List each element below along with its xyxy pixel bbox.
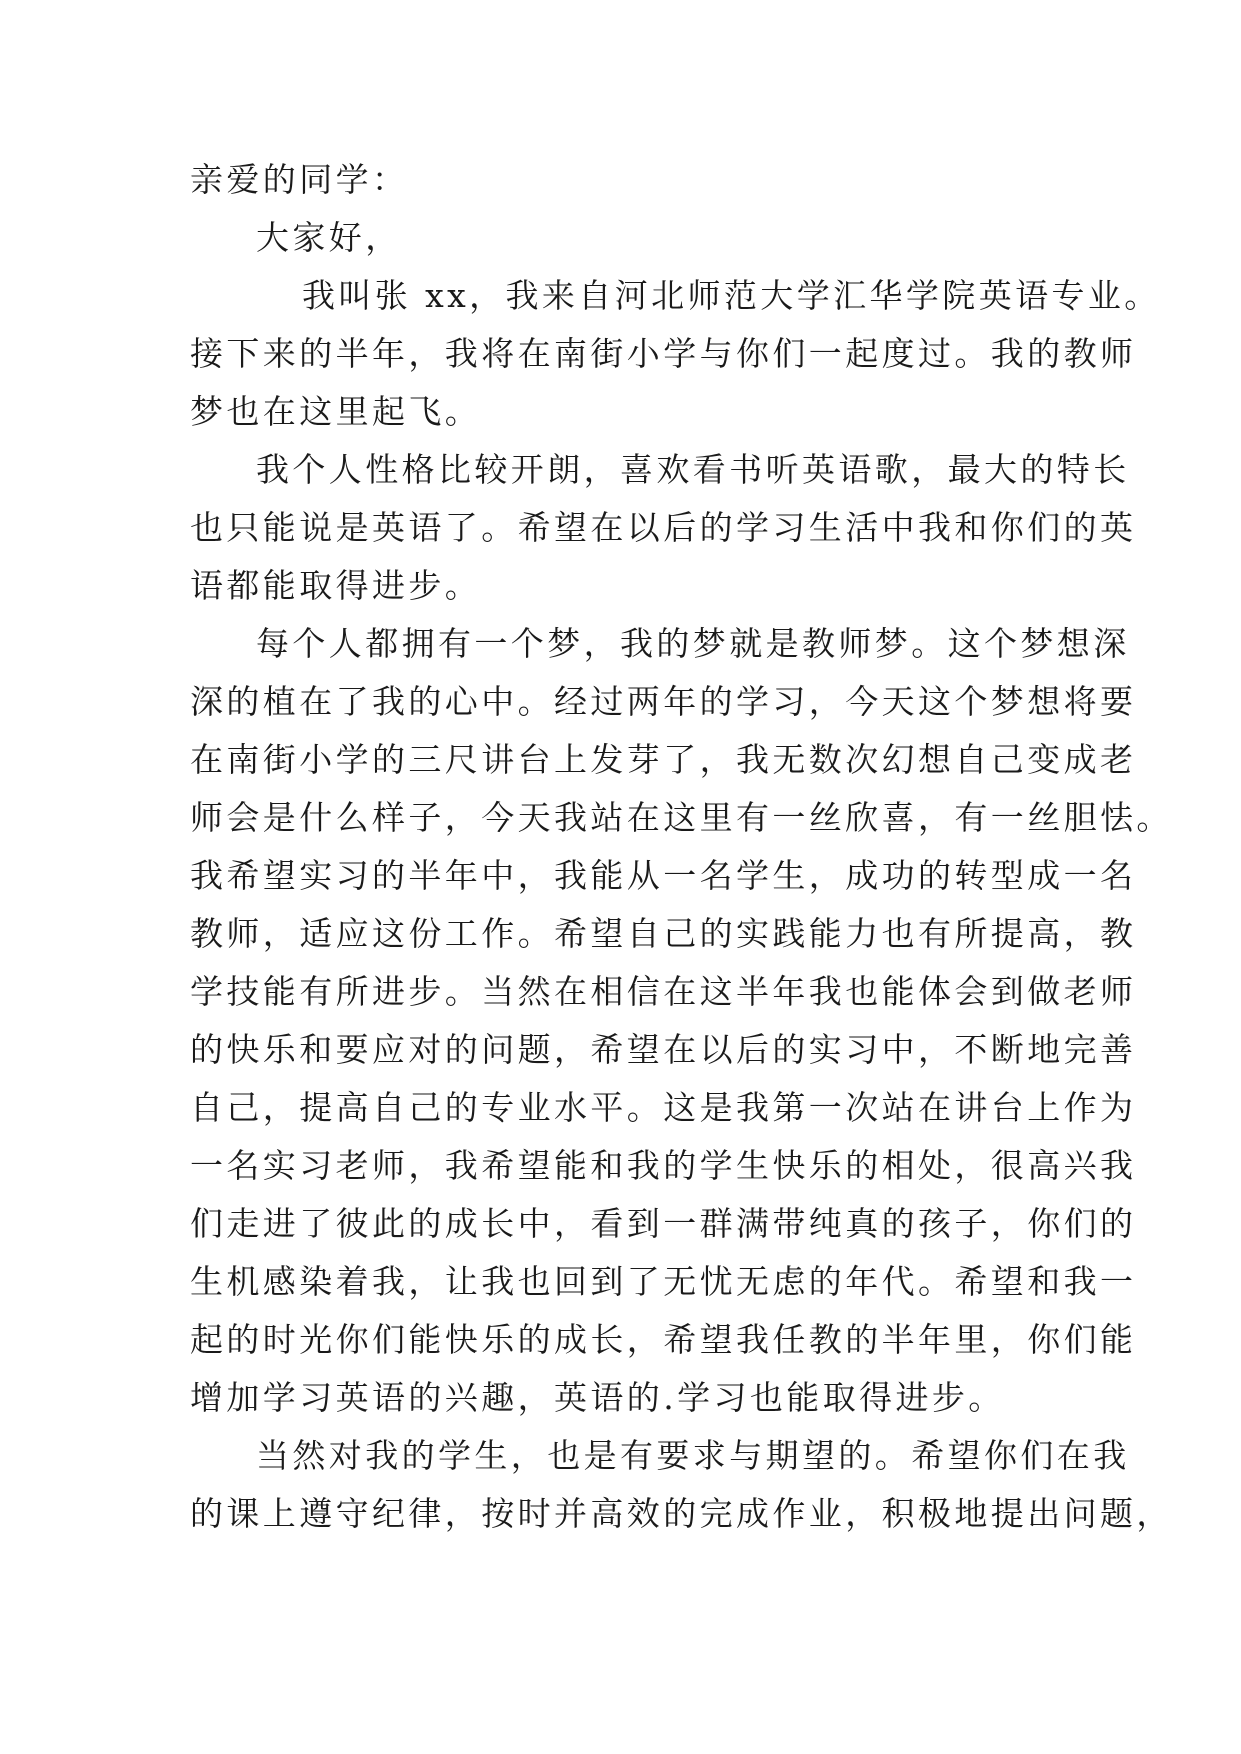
text-line: 一名实习老师，我希望能和我的学生快乐的相处，很高兴我 bbox=[190, 1146, 1137, 1185]
greeting: 大家好， bbox=[256, 218, 402, 257]
text-line: 在南街小学的三尺讲台上发芽了，我无数次幻想自己变成老 bbox=[190, 740, 1137, 779]
text-line: 的课上遵守纪律，按时并高效的完成作业，积极地提出问题， bbox=[190, 1494, 1173, 1533]
text-line: 们走进了彼此的成长中，看到一群满带纯真的孩子，你们的 bbox=[190, 1204, 1137, 1243]
text-line: 也只能说是英语了。希望在以后的学习生活中我和你们的英 bbox=[190, 508, 1137, 547]
text-line: 增加学习英语的兴趣，英语的.学习也能取得进步。 bbox=[190, 1378, 1005, 1417]
text-line: 自己，提高自己的专业水平。这是我第一次站在讲台上作为 bbox=[190, 1088, 1137, 1127]
text-line: 当然对我的学生，也是有要求与期望的。希望你们在我 bbox=[256, 1436, 1130, 1475]
text-line: 深的植在了我的心中。经过两年的学习，今天这个梦想将要 bbox=[190, 682, 1137, 721]
text-line: 我个人性格比较开朗，喜欢看书听英语歌，最大的特长 bbox=[256, 450, 1130, 489]
text-line: 语都能取得进步。 bbox=[190, 566, 482, 605]
text-line: 教师，适应这份工作。希望自己的实践能力也有所提高，教 bbox=[190, 914, 1137, 953]
salutation: 亲爱的同学： bbox=[190, 160, 409, 199]
text-line: 师会是什么样子，今天我站在这里有一丝欣喜，有一丝胆怯。 bbox=[190, 798, 1173, 837]
text-line: 起的时光你们能快乐的成长，希望我任教的半年里，你们能 bbox=[190, 1320, 1137, 1359]
text-line: 每个人都拥有一个梦，我的梦就是教师梦。这个梦想深 bbox=[256, 624, 1130, 663]
text-line: 我叫张 xx，我来自河北师范大学汇华学院英语专业。 bbox=[302, 276, 1161, 315]
text-line: 接下来的半年，我将在南街小学与你们一起度过。我的教师 bbox=[190, 334, 1137, 373]
text-line: 生机感染着我，让我也回到了无忧无虑的年代。希望和我一 bbox=[190, 1262, 1137, 1301]
text-line: 我希望实习的半年中，我能从一名学生，成功的转型成一名 bbox=[190, 856, 1137, 895]
text-line: 梦也在这里起飞。 bbox=[190, 392, 482, 431]
text-line: 的快乐和要应对的问题，希望在以后的实习中，不断地完善 bbox=[190, 1030, 1137, 1069]
text-line: 学技能有所进步。当然在相信在这半年我也能体会到做老师 bbox=[190, 972, 1137, 1011]
